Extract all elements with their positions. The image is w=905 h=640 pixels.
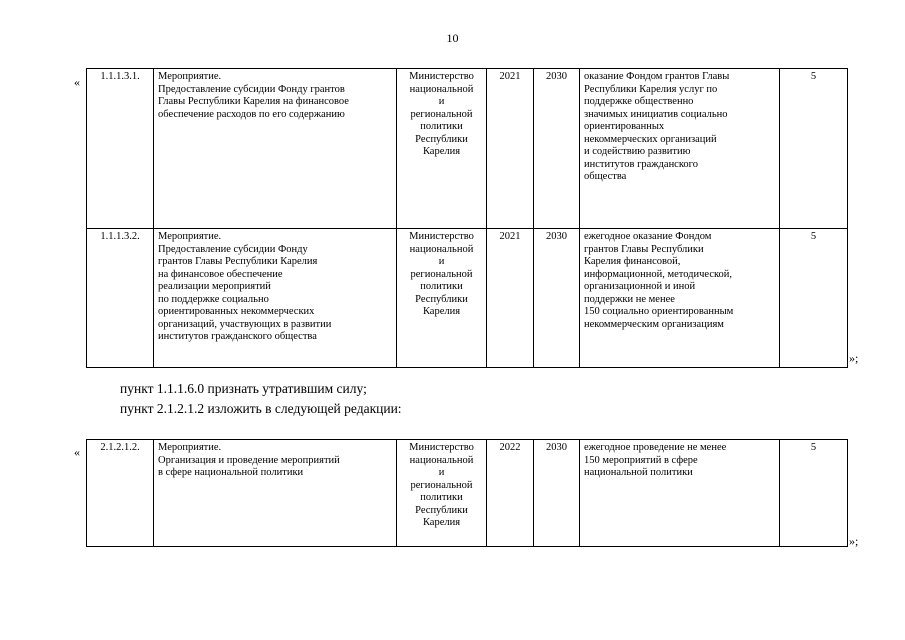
indicator-number: 5: [780, 69, 848, 229]
indicator-number: 5: [780, 229, 848, 368]
measures-table-1: [86, 68, 848, 368]
responsible-ministry: Министерство национальной и региональной политики Республики Карелия: [397, 440, 487, 547]
event-description: Мероприятие. Организация и проведение мероприятий в сфере национальной политики: [154, 440, 397, 547]
instruction-line: пункт 1.1.1.6.0 признать утратившим силу;: [120, 381, 367, 396]
responsible-ministry: Министерство национальной и региональной политики Республики Карелия: [397, 229, 487, 368]
expected-result: оказание Фондом грантов Главы Республики Карелия услуг по поддержке общественно значимых инициатив социально ориентированных некоммерческих организаций и содействию развитию институтов гражданского общества: [580, 69, 780, 229]
row-number: 2.1.2.1.2.: [87, 440, 154, 547]
indicator-number: 5: [780, 440, 848, 547]
closing-quote: »;: [849, 534, 859, 548]
event-description: Мероприятие. Предоставление субсидии Фонду грантов Главы Республики Карелия на финансовое обеспечение реализации мероприятий по поддержке социально ориентированных некоммерческих организаций, участвующих в развитии институтов гражданского общества: [154, 229, 397, 368]
end-year: 2030: [534, 69, 580, 229]
table-row: [87, 440, 848, 547]
start-year: 2021: [487, 69, 534, 229]
start-year: 2021: [487, 229, 534, 368]
expected-result: ежегодное проведение не менее 150 мероприятий в сфере национальной политики: [580, 440, 780, 547]
row-number: 1.1.1.3.1.: [87, 69, 154, 229]
instruction-line: пункт 2.1.2.1.2 изложить в следующей редакции:: [120, 401, 402, 416]
opening-quote: «: [74, 75, 80, 89]
event-description: Мероприятие. Предоставление субсидии Фонду грантов Главы Республики Карелия на финансовое обеспечение расходов по его содержанию: [154, 69, 397, 229]
row-number: 1.1.1.3.2.: [87, 229, 154, 368]
page-number: 10: [446, 31, 459, 45]
measures-table-2: [86, 439, 848, 547]
closing-quote: »;: [849, 351, 859, 365]
table-row: [87, 69, 848, 229]
start-year: 2022: [487, 440, 534, 547]
table-row: [87, 229, 848, 368]
expected-result: ежегодное оказание Фондом грантов Главы Республики Карелия финансовой, информационной, методической, организационной и иной поддержки не менее 150 социально ориентированным некоммерческим организациям: [580, 229, 780, 368]
opening-quote: «: [74, 445, 80, 459]
responsible-ministry: Министерство национальной и региональной политики Республики Карелия: [397, 69, 487, 229]
end-year: 2030: [534, 229, 580, 368]
end-year: 2030: [534, 440, 580, 547]
